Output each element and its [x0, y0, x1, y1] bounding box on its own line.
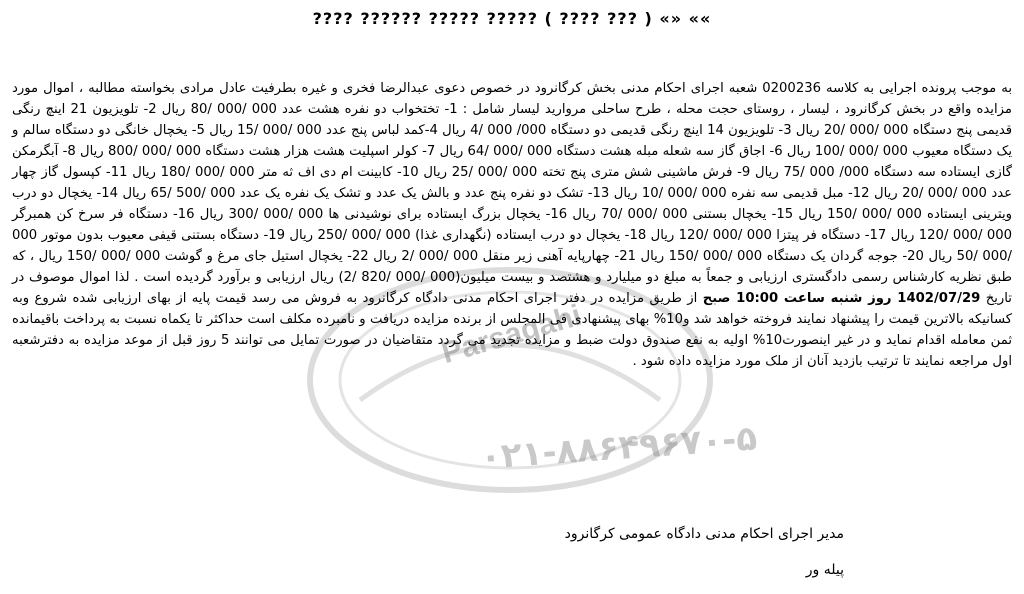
page-title: »» «» ( ??? ???? ) ????? ????? ?????? ????: [312, 9, 712, 28]
notice-text-part1: به موجب پرونده اجرایی به کلاسه 0200236 شعبه اجرای احکام مدنی بخش کرگانرود در خصوص دعوی عبدالرضا فخری و غیره بطرفیت عادل مرادی بخواسته مطالبه ، اموال مورد مزایده واقع در بخش کرگانرود ، لیسار ، روستای حجت محله ، طرح ساحلی مروارید لیسار شامل : 1- تختخواب دو نفره هشت عدد 000 /000 /80 ریال 2- تلویزیون 21 اینچ رنگی قدیمی پنج دستگاه 000 /000 /20 ریال 3- تلویزیون 14 اینچ رنگی قدیمی دو دستگاه 000/ 000 /4 ریال 4-کمد لباس پنج عدد 000 /000 /15 ریال 5- یخچال خانگی دو دستگاه سالم و یک دستگاه معیوب 000 /000 /100 ریال 6- اجاق گاز سه شعله مبله هشت دستگاه 000 /000 /64 ریال 7- کولر اسپلیت هشت هزار هشت دستگاه 000 /000 /800 ریال 8- آبگرمکن گازی ایستاده سه دستگاه 000/ 000 /75 ریال 9- فرش ماشینی شش متری پنج تخته 000 /000 /25 ریال 10- کابینت ام دی اف ثه متر 000 /000 /180 ریال 11- کپسول گاز چهار عدد 000 /000 /20 ریال 12- مبل قدیمی سه نفره 000 /000 /10 ریال 13- تشک دو نفره پنج عدد و بالش یک عدد و تشک یک نفره یک عدد 000 /500 /65 ریال 14- یخچال دو درب ویترینی ایستاده 000 /000 /150 ریال 15- یخچال بستنی 000 /000 /70 ریال 16- یخچال بزرگ ایستاده برای نوشیدنی ها 000 /000 /300 ریال 16- دستگاه فر سرخ کن همبرگر 000 /000 /120 ریال 17- دستگاه فر پیتزا 000 /000 /120 ریال 18- یخچال دو درب ایستاده (نگهداری غذا) 000 /000 /250 ریال 19- دستگاه بستنی قیفی معیوب بدون موتور 000 /000 /50 ریال 20- جوجه گردان یک دستگاه 000 /000 /150 ریال 21- چهارپایه آهنی زیر منقل 000 /000 /2 ریال 22- یخچال استیل جای مرغ و گوشت 000 /000 /150 ریال ، که طبق نظریه کارشناس رسمی دادگستری ارزیابی و جمعاً به مبلغ دو میلیارد و هشتصد و بیست میلیون(000 /000 /820 /2) ریال ارزیابی و برآورد گردیده است . لذا اموال موصوف در تاریخ: [12, 81, 1013, 306]
notice-paragraph: [12, 78, 1012, 372]
signature-block: [565, 524, 844, 580]
watermark-site-text: Parsagahi: [438, 298, 586, 371]
auction-date-time: 1402/07/29 روز شنبه ساعت 10:00 صبح: [702, 291, 981, 306]
signature-name: پیله ور: [805, 562, 844, 578]
notice-text-part2: از طریق مزایده در دفتر اجرای احکام مدنی دادگاه کرگانرود به فروش می رسد قیمت پایه از بهای ارزیابی شده شروع وبه کسانیکه بالاترین قیمت را پیشنهاد نمایند فروخته خواهد شد و10% بهای پیشنهادی فی المجلس از برنده مزایده دریافت و نامبرده مکلف است حداکثر تا یکماه نسبت به پرداخت باقیمانده ثمن معامله اقدام نماید و در غیر اینصورت10% اولیه به نفع صندوق دولت ضبط و مزایده تجدید می گردد متقاضیان در صورت تمایل می توانند 5 روز قبل از موعد مزایده به دفترشعبه اول مراجعه نمایند تا ترتیب بازدید آنان از ملک مورد مزایده داده شود .: [12, 291, 1012, 369]
signature-title: مدیر اجرای احکام مدنی دادگاه عمومی کرگانرود: [564, 526, 844, 542]
notice-body: [12, 78, 1012, 372]
watermark-phone: ۰۲۱-۸۸۶۴۹۶۷۰-۵: [478, 418, 759, 478]
